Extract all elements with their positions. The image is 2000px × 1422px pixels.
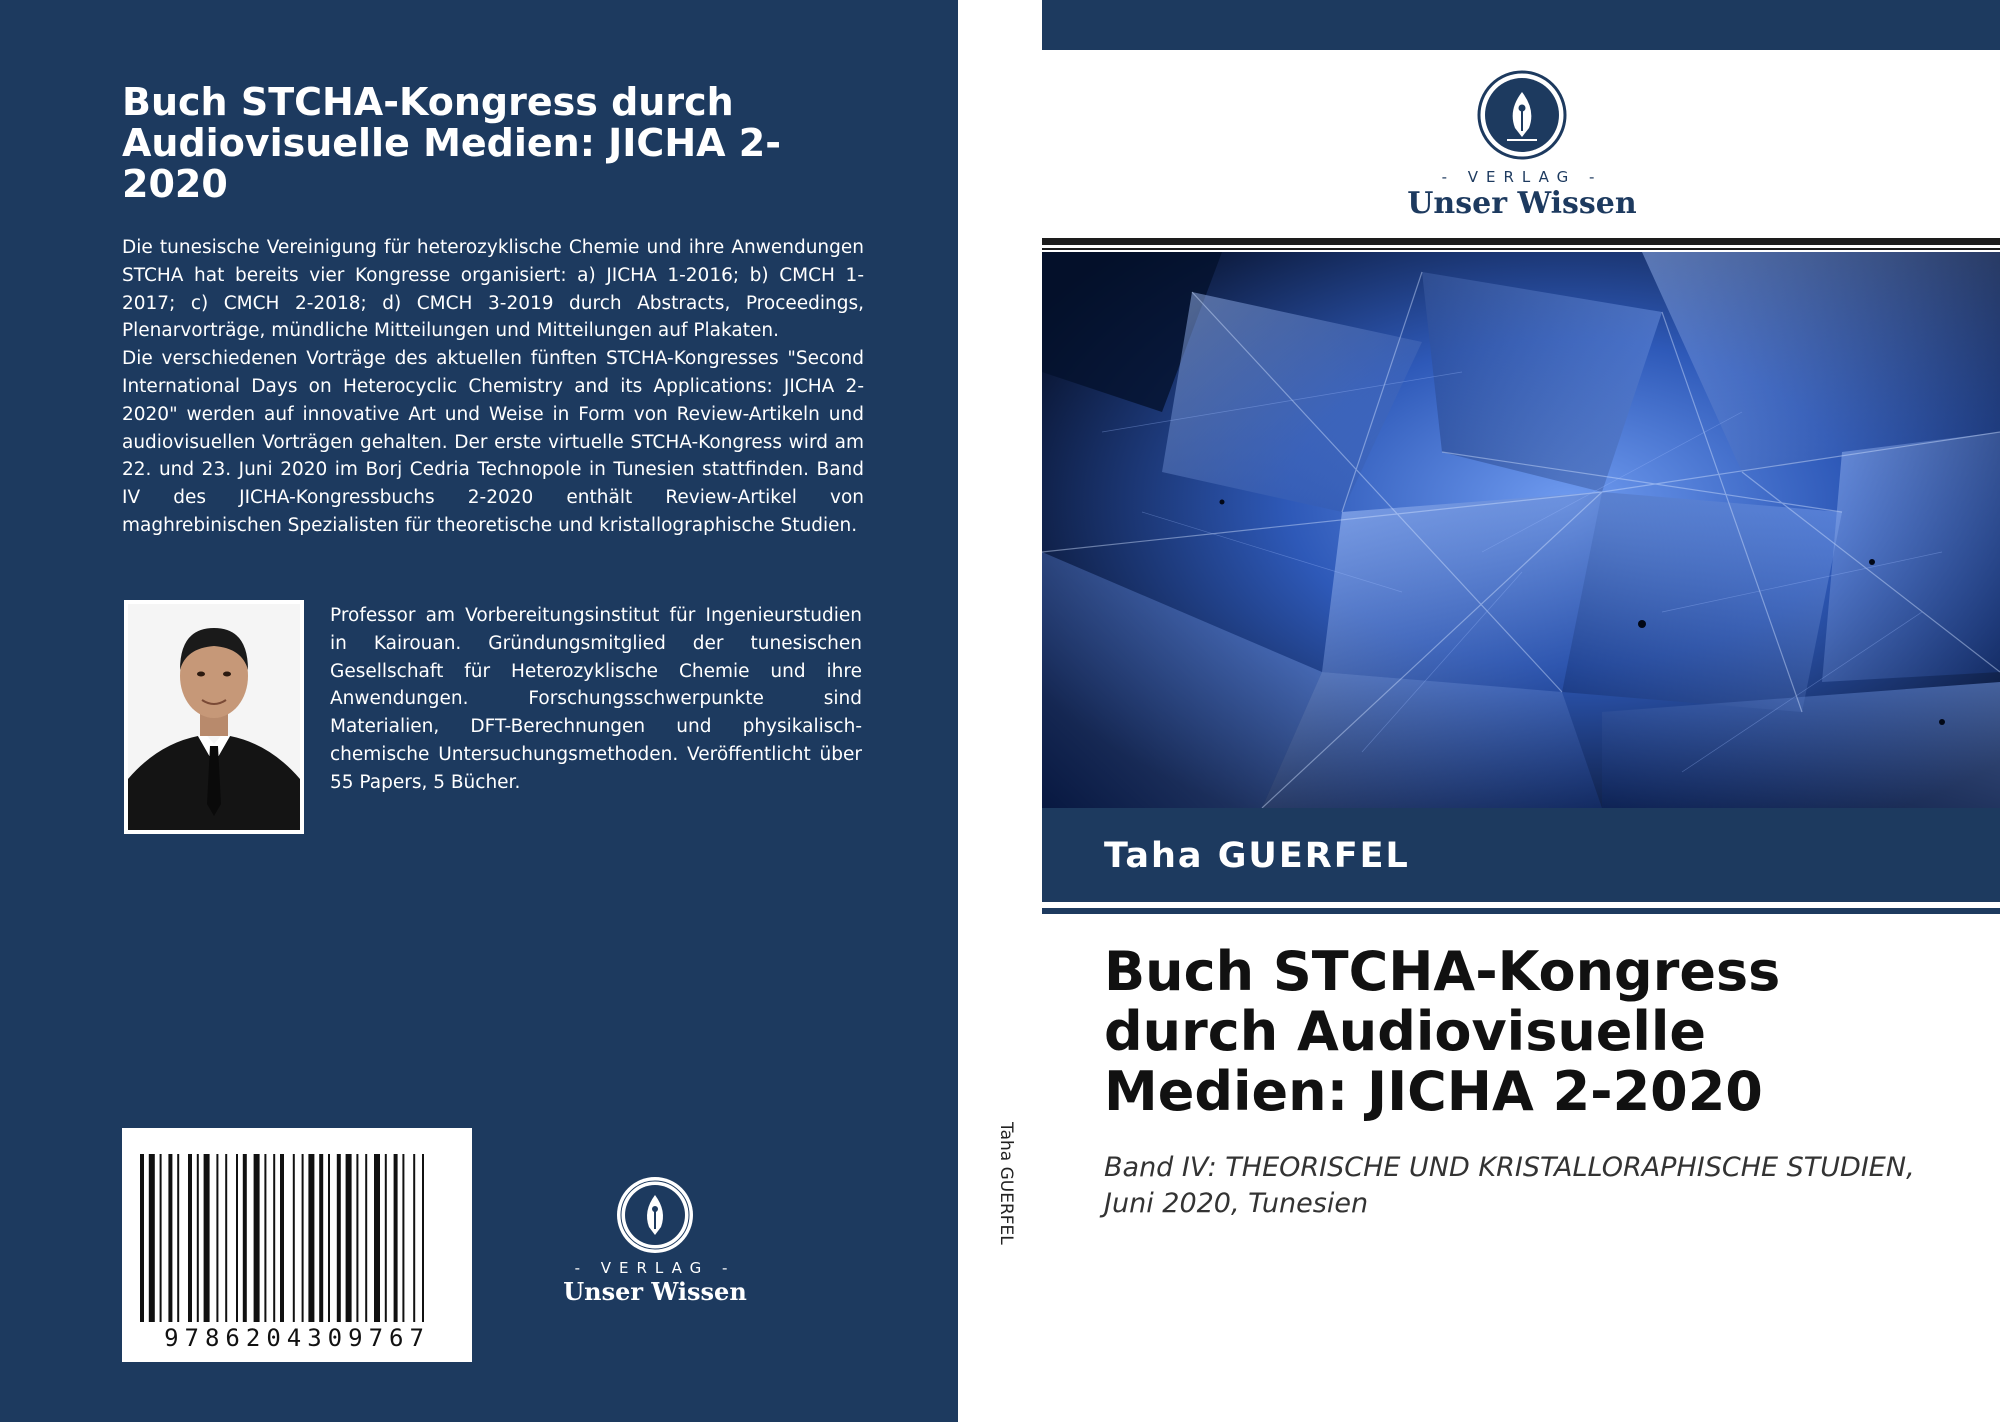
barcode-bar <box>188 1154 192 1322</box>
isbn-number: 9786204309767 <box>164 1324 430 1352</box>
barcode-bar <box>197 1154 199 1322</box>
fountain-pen-nib-icon <box>615 1175 695 1255</box>
barcode-bar <box>413 1154 415 1322</box>
author-photo <box>124 600 304 834</box>
barcode-bar <box>422 1154 424 1322</box>
front-author-name: Taha GUERFEL <box>1104 836 1410 876</box>
author-portrait-icon <box>128 604 300 830</box>
barcode-bar <box>264 1154 266 1322</box>
crystal-cover-image <box>1042 252 2000 808</box>
fountain-pen-nib-icon <box>1477 70 1567 160</box>
barcode-bar <box>385 1154 387 1322</box>
barcode-bar <box>374 1154 380 1322</box>
barcode-bar <box>177 1154 179 1322</box>
front-top-bar <box>1042 0 2000 50</box>
back-cover <box>0 0 958 1422</box>
barcode-bar <box>365 1154 367 1322</box>
front-logo-name: Unser Wissen <box>1407 186 1637 221</box>
barcode-bar <box>160 1154 162 1322</box>
barcode-bar <box>168 1154 172 1322</box>
barcode-bar <box>337 1154 341 1322</box>
barcode-bar <box>273 1154 275 1322</box>
back-cover-title: Buch STCHA-Kongress durch Audiovisuelle Medien: JICHA 2-2020 <box>122 80 781 206</box>
barcode-bar <box>356 1154 358 1322</box>
barcode-bar <box>254 1154 260 1322</box>
author-bio: Professor am Vorbereitungsinstitut für Ingenieurstudien in Kairouan. Gründungsmitglied der tunesischen Gesellschaft für Heterozyklische Chemie und ihre Anwendungen. Forschungsschwerpunkte sind Materialien, DFT-Berechnungen und physikalisch-chemische Untersuchungsmethoden. Veröffentlicht über 55 Papers, 5 Bücher. <box>330 605 862 793</box>
barcode-bar <box>236 1154 238 1322</box>
barcode-bar <box>308 1154 314 1322</box>
barcode-bar <box>140 1154 144 1322</box>
back-logo-verlag: - VERLAG - <box>574 1259 736 1277</box>
back-publisher-logo <box>560 1175 750 1305</box>
barcode-bar <box>243 1154 247 1322</box>
divider-thin <box>1042 248 2000 250</box>
barcode-bar <box>204 1154 210 1322</box>
divider-thick <box>1042 238 2000 245</box>
back-logo-name: Unser Wissen <box>563 1277 747 1306</box>
barcode-bar <box>293 1154 295 1322</box>
barcode-bar <box>280 1154 284 1322</box>
front-title: Buch STCHA-Kongress durch Audiovisuelle Medien: JICHA 2-2020 <box>1104 940 1781 1123</box>
isbn-barcode <box>122 1128 472 1362</box>
band-rule <box>1042 908 2000 914</box>
barcode-bar <box>149 1154 155 1322</box>
barcode-bar <box>394 1154 398 1322</box>
front-logo-verlag: - VERLAG - <box>1441 168 1603 186</box>
front-cover <box>1042 0 2000 1422</box>
front-subtitle: Band IV: THEORISCHE UND KRISTALLORAPHISCHE STUDIEN, Juni 2020, Tunesien <box>1104 1152 1915 1219</box>
barcode-bar <box>302 1154 304 1322</box>
barcode-bar <box>319 1154 323 1322</box>
barcode-bars <box>122 1128 472 1328</box>
barcode-bar <box>328 1154 330 1322</box>
spine-author: Taha GUERFEL <box>996 1122 1016 1245</box>
barcode-bar <box>402 1154 404 1322</box>
blurb-paragraph-2: Die verschiedenen Vorträge des aktuellen fünften STCHA-Kongresses "Second International Days on Heterocyclic Chemistry and its Applications: JICHA 2-2020" werden auf innovative Art und Weise in Form von Review-Artikeln und audiovisuellen Vorträgen gehalten. Der erste virtuelle STCHA-Kongress wird am 22. und 23. Juni 2020 im Borj Cedria Technopole in Tunesien stattfinden. Band IV des JICHA-Kongressbuchs 2-2020 enthält Review-Artikel von maghrebinischen Spezialisten für theoretische und kristallographische Studien. <box>122 348 864 536</box>
author-band <box>1042 808 2000 902</box>
crystal-texture-image <box>1042 252 2000 808</box>
barcode-bar <box>216 1154 218 1322</box>
barcode-bar <box>225 1154 227 1322</box>
barcode-bar <box>346 1154 352 1322</box>
blurb-paragraph-1: Die tunesische Vereinigung für heterozyklische Chemie und ihre Anwendungen STCHA hat bereits vier Kongresse organisiert: a) JICHA 1-2016; b) CMCH 1-2017; c) CMCH 2-2018; d) CMCH 3-2019 durch Abstracts, Proceedings, Plenarvorträge, mündliche Mitteilungen und Mitteilungen auf Plakaten. <box>122 237 864 342</box>
front-publisher-logo <box>1402 70 1642 220</box>
back-cover-blurb <box>122 234 864 540</box>
